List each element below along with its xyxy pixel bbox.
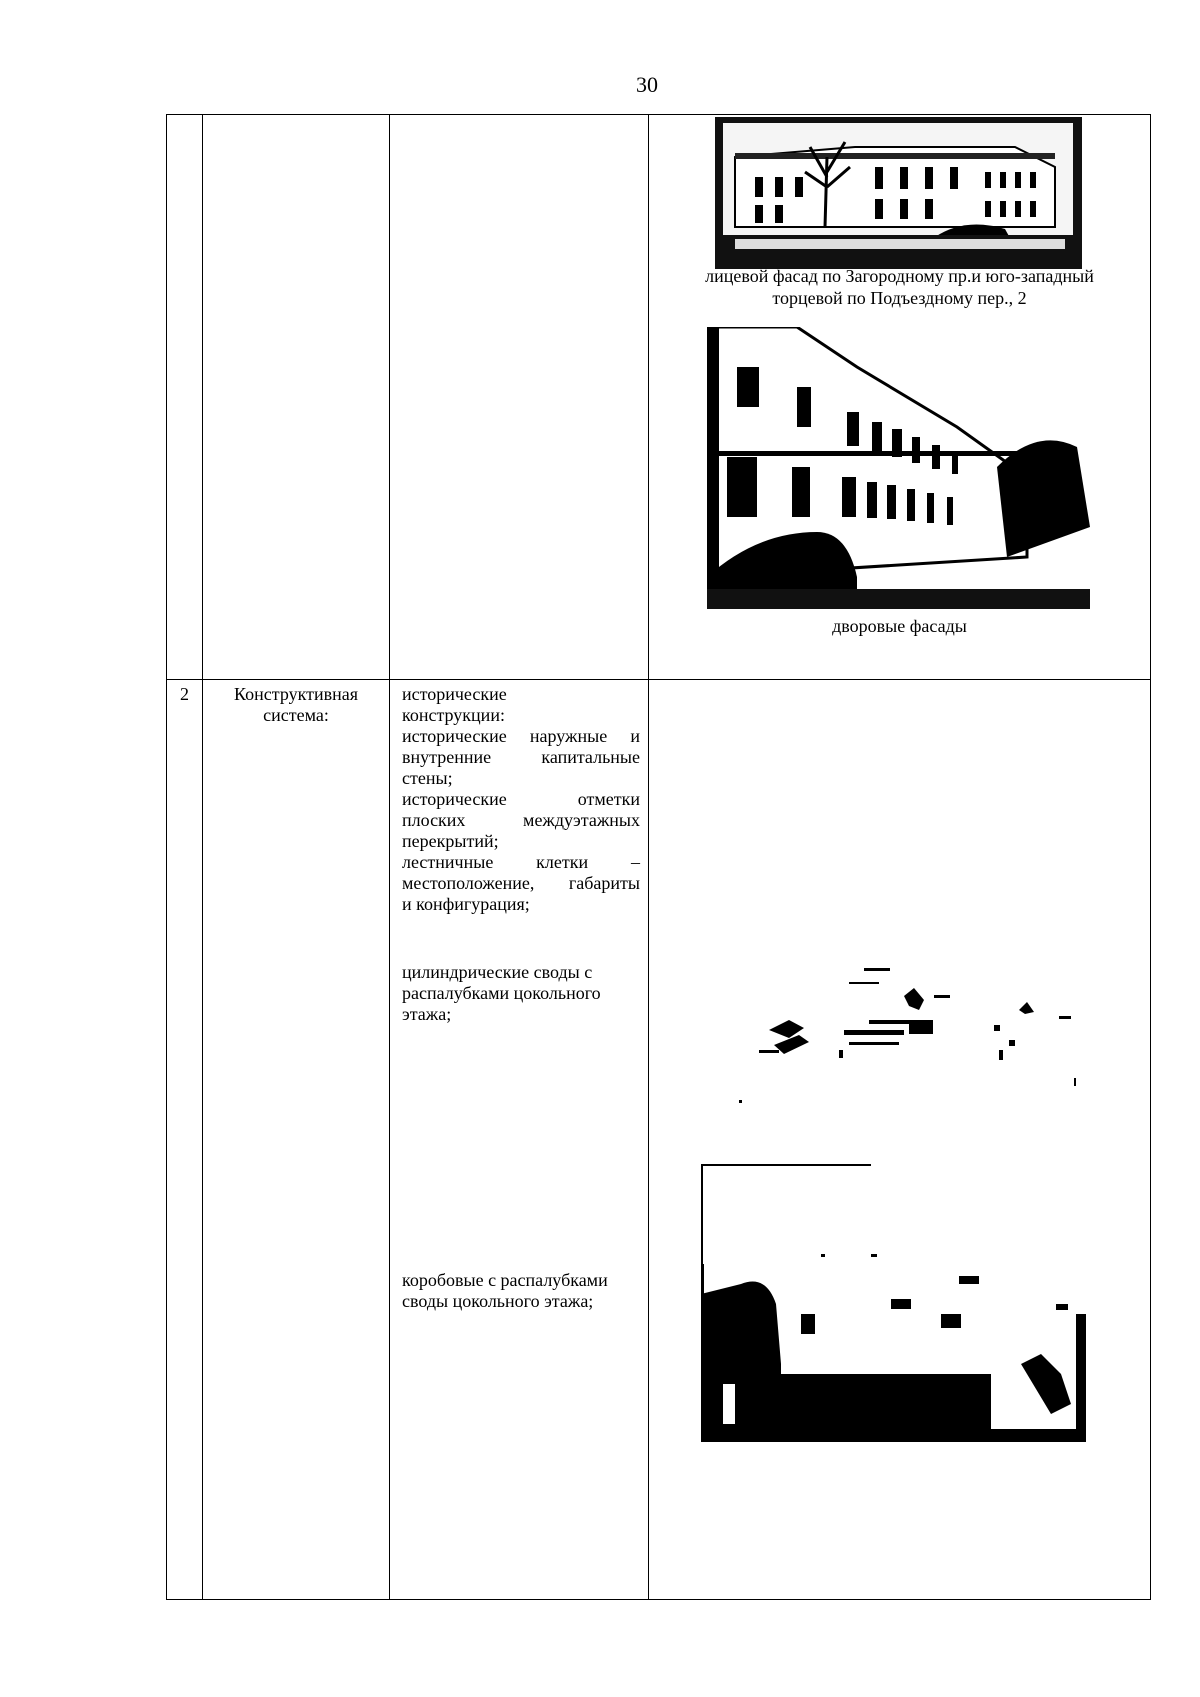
description-line: местоположение, габариты — [402, 873, 640, 893]
description-line: исторические отметки — [402, 789, 640, 809]
photo-front-facade — [715, 117, 1082, 269]
description-line: стены; — [402, 768, 453, 788]
description-line: своды цокольного этажа; — [402, 1291, 594, 1311]
description-line: распалубками цокольного — [402, 983, 601, 1003]
photo-yard-facade — [707, 327, 1090, 609]
description-line: плоских междуэтажных — [402, 810, 640, 830]
photo-cylindrical-vault — [729, 950, 1099, 1110]
caption-front-facade-line1: лицевой фасад по Загородному пр.и юго-западный — [705, 266, 1094, 286]
description-line: исторические наружные и — [402, 726, 640, 746]
table-row — [167, 115, 1151, 680]
row-number: 2 — [180, 684, 189, 704]
box-vaults-text — [390, 1266, 648, 1312]
page-number: 30 — [636, 72, 658, 97]
description-line: коробовые с распалубками — [402, 1270, 608, 1290]
description-line: конструкции: — [402, 705, 505, 725]
caption-front-facade-line2: торцевой по Подъездному пер., 2 — [772, 288, 1027, 308]
table-row — [167, 680, 1151, 1600]
photo-box-vault — [701, 1164, 1086, 1442]
name-cell — [203, 680, 390, 1600]
row-name: Конструктивная система: — [234, 684, 358, 725]
description-line: перекрытий; — [402, 831, 499, 851]
description-line: и конфигурация; — [402, 894, 530, 914]
description-line: этажа; — [402, 1004, 452, 1024]
description-cell — [390, 115, 649, 680]
image-cell — [649, 115, 1151, 680]
image-cell — [649, 680, 1151, 1600]
number-cell — [167, 115, 203, 680]
document-table — [166, 114, 1151, 1600]
description-line: исторические — [402, 684, 507, 704]
structures-description — [390, 680, 648, 915]
description-cell — [390, 680, 649, 1600]
description-line: цилиндрические своды с — [402, 962, 593, 982]
number-cell — [167, 680, 203, 1600]
description-line: лестничные клетки – — [402, 852, 640, 872]
caption-yard-facade: дворовые фасады — [832, 616, 967, 636]
cylindrical-vaults-text — [390, 958, 648, 1025]
description-line: внутренние капитальные — [402, 747, 640, 767]
name-cell — [203, 115, 390, 680]
